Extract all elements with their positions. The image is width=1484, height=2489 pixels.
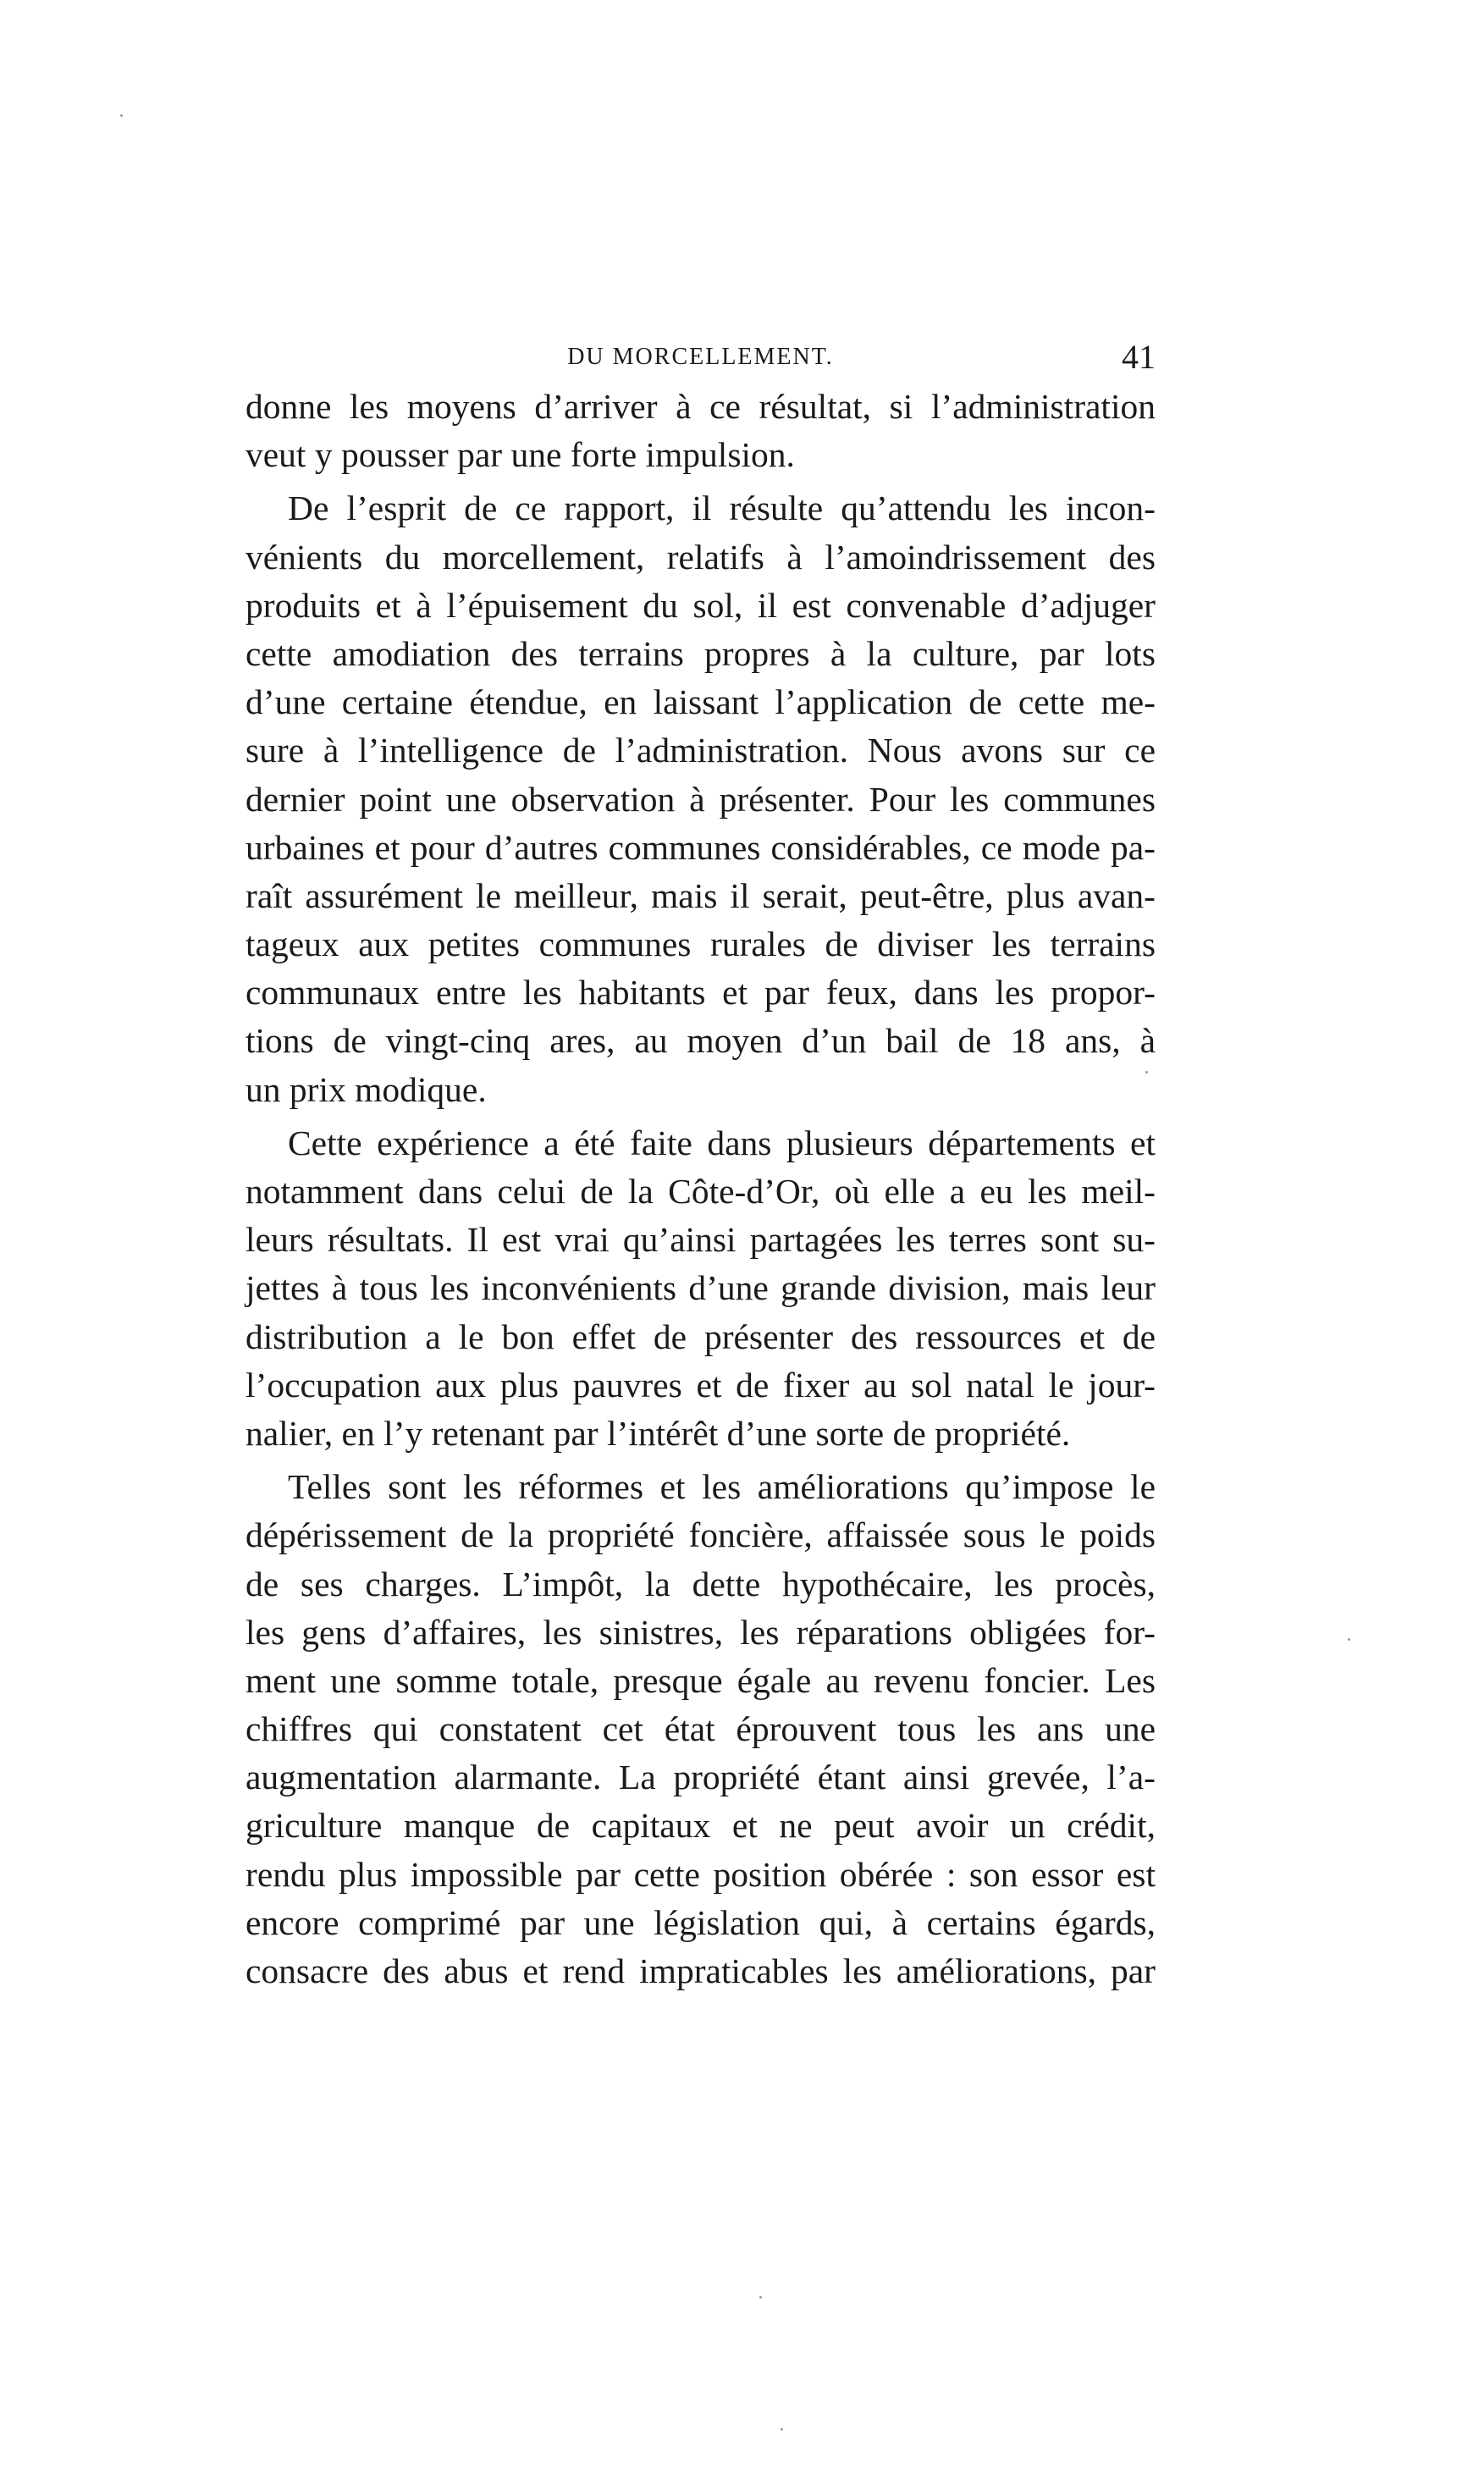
text-line: consacre des abus et rend impraticables les améliorations, par (245, 1951, 1156, 1990)
text-line: distribution a le bon effet de présenter des ressources et de (245, 1316, 1156, 1356)
text-line: urbaines et pour d’autres communes considérables, ce mode pa- (245, 827, 1156, 867)
text-line: dépérissement de la propriété foncière, affaissée sous le poids (245, 1515, 1156, 1555)
text-line: leurs résultats. Il est vrai qu’ainsi partagées les terres sont su- (245, 1220, 1156, 1260)
text-line: vénients du morcellement, relatifs à l’amoindrissement des (245, 537, 1156, 577)
text-line: De l’esprit de ce rapport, il résulte qu’attendu les incon- (288, 488, 1156, 528)
text-line: notamment dans celui de la Côte-d’Or, où elle a eu les meil- (245, 1172, 1156, 1211)
paragraph (245, 484, 1156, 1113)
text-line: Cette expérience a été faite dans plusieurs départements et (288, 1123, 1156, 1162)
text-line: ment une somme totale, presque égale au revenu foncier. Les (245, 1660, 1156, 1700)
running-title: DU MORCELLEMENT. (567, 344, 834, 370)
text-line: Telles sont les réformes et les améliorations qu’impose le (288, 1467, 1156, 1507)
text-line: encore comprimé par une législation qui, à certains égards, (245, 1902, 1156, 1942)
text-line: donne les moyens d’arriver à ce résultat, si l’administration (245, 387, 1156, 426)
text-line: nalier, en l’y retenant par l’intérêt d’une sorte de propriété. (245, 1413, 1071, 1453)
text-line: rendu plus impossible par cette position obérée : son essor est (245, 1854, 1156, 1894)
text-line: griculture manque de capitaux et ne peut avoir un crédit, (245, 1806, 1156, 1846)
text-line: dernier point une observation à présenter. Pour les communes (245, 779, 1156, 819)
text-line: jettes à tous les inconvénients d’une grande division, mais leur (245, 1268, 1156, 1308)
text-line: tageux aux petites communes rurales de diviser les terrains (245, 924, 1156, 964)
print-speck (759, 2296, 762, 2299)
text-line: l’occupation aux plus pauvres et de fixer au sol natal le jour- (245, 1365, 1156, 1405)
text-line: chiffres qui constatent cet état éprouvent tous les ans une (245, 1709, 1156, 1749)
text-line: de ses charges. L’impôt, la dette hypothécaire, les procès, (245, 1564, 1156, 1603)
print-speck (1348, 1638, 1350, 1641)
text-line: communaux entre les habitants et par feux, dans les propor- (245, 973, 1156, 1013)
text-line: tions de vingt-cinq ares, au moyen d’un bail de 18 ans, à (245, 1021, 1156, 1061)
paragraph (245, 1463, 1156, 1995)
print-speck (781, 2428, 783, 2431)
text-line: cette amodiation des terrains propres à la culture, par lots (245, 633, 1156, 673)
text-line: produits et à l’épuisement du sol, il est convenable d’adjuger (245, 585, 1156, 625)
text-line: sure à l’intelligence de l’administration. Nous avons sur ce (245, 731, 1156, 770)
text-line: veut y pousser par une forte impulsion. (245, 435, 795, 475)
body-text (245, 383, 1156, 1995)
text-line: d’une certaine étendue, en laissant l’application de cette me- (245, 682, 1156, 722)
text-line: les gens d’affaires, les sinistres, les réparations obligées for- (245, 1612, 1156, 1652)
print-speck (1145, 1071, 1148, 1073)
print-speck (120, 114, 123, 117)
page-number: 41 (1122, 338, 1156, 376)
text-line: un prix modique. (245, 1069, 487, 1109)
running-head (245, 337, 1156, 381)
paragraph (245, 383, 1156, 479)
paragraph (245, 1119, 1156, 1458)
text-line: augmentation alarmante. La propriété étant ainsi grevée, l’a- (245, 1758, 1156, 1797)
text-line: raît assurément le meilleur, mais il serait, peut-être, plus avan- (245, 875, 1156, 915)
